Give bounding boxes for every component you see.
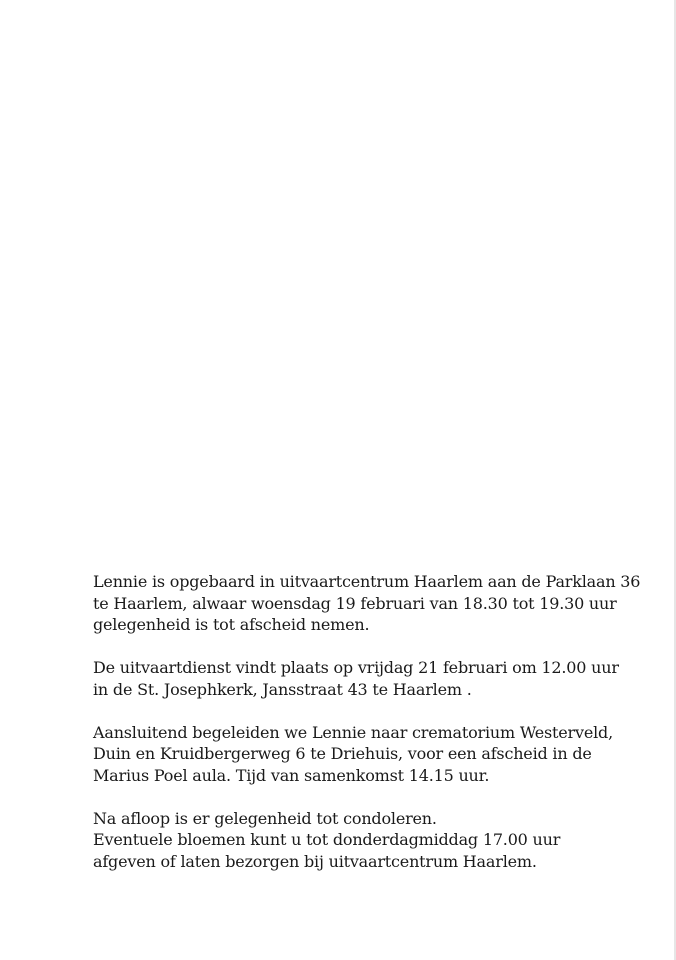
paragraph-viewing — [93, 571, 653, 636]
text-line: Aansluitend begeleiden we Lennie naar crematorium Westerveld, — [93, 722, 613, 742]
text-line: in de St. Josephkerk, Jansstraat 43 te Haarlem . — [93, 679, 472, 699]
text-line: Lennie is opgebaard in uitvaartcentrum Haarlem aan de Parklaan 36 — [93, 572, 641, 591]
text-line: De uitvaartdienst vindt plaats op vrijdag 21 februari om 12.00 uur — [93, 658, 619, 677]
paragraph-cremation — [93, 722, 653, 787]
text-line: Na afloop is er gelegenheid tot condoleren. — [93, 808, 437, 828]
text-line: afgeven of laten bezorgen bij uitvaartcentrum Haarlem. — [93, 851, 537, 871]
text-line: Eventuele bloemen kunt u tot donderdagmiddag 17.00 uur — [93, 830, 561, 849]
paragraph-service — [93, 657, 653, 700]
text-line: Marius Poel aula. Tijd van samenkomst 14.15 uur. — [93, 765, 490, 785]
funeral-notice-text — [93, 571, 653, 894]
paragraph-condolences — [93, 808, 653, 873]
text-line: Duin en Kruidbergerweg 6 te Driehuis, voor een afscheid in de — [93, 744, 592, 763]
text-line: te Haarlem, alwaar woensdag 19 februari van 18.30 tot 19.30 uur — [93, 593, 617, 613]
text-line: gelegenheid is tot afscheid nemen. — [93, 615, 370, 634]
